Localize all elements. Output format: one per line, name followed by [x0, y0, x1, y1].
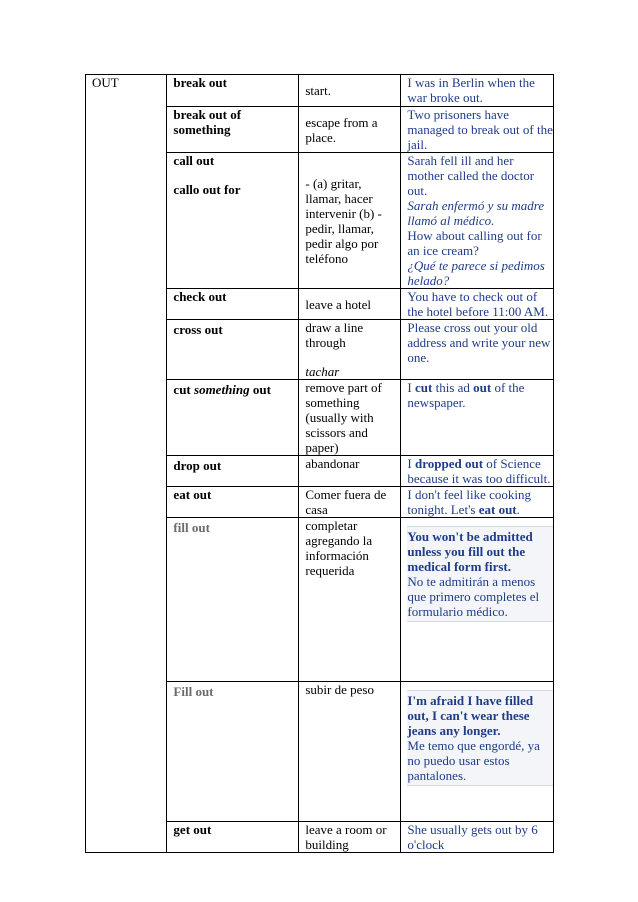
meaning-text: abandonar: [305, 456, 360, 471]
example-cell: [401, 75, 554, 107]
example-cell: [401, 153, 554, 289]
meaning-text: escape from a place.: [305, 114, 378, 145]
verb-cell: [167, 380, 299, 456]
meaning-text: leave a hotel: [305, 296, 372, 312]
meaning-cell: [299, 380, 401, 456]
verb-label: check out: [173, 289, 227, 304]
verb-cell: [167, 487, 299, 518]
verb-label: break out: [173, 75, 227, 90]
verb-label: call out: [173, 153, 215, 168]
example-text: .: [516, 502, 520, 517]
meaning-translation: tachar: [305, 364, 340, 379]
verb-label-italic: something: [194, 382, 250, 397]
example-text: of the newspaper.: [407, 380, 525, 410]
example-box: [407, 690, 553, 786]
example-keyword: eat out: [478, 502, 517, 517]
verb-label: drop out: [173, 458, 222, 473]
verb-cell: [167, 320, 299, 380]
example-text: She usually gets out by 6 o'clock: [407, 822, 538, 852]
example-text: You have to check out of the hotel before 11:00 AM.: [407, 289, 549, 319]
example-text: I'm afraid I have filled out, I can't wear these jeans any longer.: [407, 693, 534, 738]
example-text: I don't feel like cooking tonight. Let's: [407, 487, 532, 517]
table-row: [86, 75, 554, 107]
example-text: this ad: [432, 380, 474, 395]
example-cell: [401, 822, 554, 853]
verb-cell: [167, 107, 299, 153]
verb-cell: [167, 518, 299, 682]
meaning-text: completar agregando la información requerida: [305, 518, 373, 578]
example-keyword: dropped out: [415, 456, 484, 471]
verb-label: out: [249, 382, 271, 397]
example-translation: ¿Qué te parece si pedimos helado?: [407, 258, 545, 288]
verb-label: get out: [173, 822, 212, 837]
verb-label: break out of something: [173, 107, 242, 137]
verb-label: cut: [173, 382, 195, 397]
meaning-cell: [299, 682, 401, 822]
example-cell: [401, 380, 554, 456]
phrasal-verbs-table: [85, 74, 554, 853]
verb-label: cross out: [173, 322, 223, 337]
verb-cell: [167, 456, 299, 487]
meaning-text: draw a line through: [305, 320, 364, 350]
example-text: I was in Berlin when the war broke out.: [407, 75, 535, 105]
example-text: of Science because it was too difficult.: [407, 456, 551, 486]
example-cell: [401, 682, 554, 822]
example-cell: [401, 107, 554, 153]
example-cell: [401, 289, 554, 320]
meaning-cell: [299, 487, 401, 518]
meaning-text: start.: [305, 83, 331, 98]
example-translation: Me temo que engordé, ya no puedo usar estos pantalones.: [407, 738, 540, 783]
example-text: How about calling out for an ice cream?: [407, 228, 542, 258]
meaning-text: subir de peso: [305, 682, 374, 697]
example-keyword: out: [473, 380, 492, 395]
meaning-text: leave a room or building: [305, 822, 387, 852]
meaning-cell: [299, 75, 401, 107]
verb-cell: [167, 289, 299, 320]
example-cell: [401, 456, 554, 487]
verb-cell: [167, 682, 299, 822]
verb-label: Fill out: [173, 684, 214, 699]
meaning-cell: [299, 289, 401, 320]
example-text: I: [407, 456, 415, 471]
meaning-text: - (a) gritar, llamar, hacer intervenir (b) - pedir, llamar, pedir algo por teléfono: [305, 175, 382, 266]
example-translation: No te admitirán a menos que primero completes el formulario médico.: [407, 574, 540, 619]
example-cell: [401, 518, 554, 682]
verb-cell: [167, 153, 299, 289]
meaning-cell: [299, 456, 401, 487]
meaning-cell: [299, 153, 401, 289]
example-cell: [401, 320, 554, 380]
example-box: [407, 526, 553, 622]
example-text: I: [407, 380, 415, 395]
verb-cell: [167, 75, 299, 107]
example-text: Sarah fell ill and her mother called the doctor out.: [407, 153, 535, 198]
example-text: Two prisoners have managed to break out of the jail.: [407, 107, 553, 152]
meaning-cell: [299, 822, 401, 853]
meaning-cell: [299, 107, 401, 153]
meaning-cell: [299, 320, 401, 380]
example-translation: Sarah enfermó y su madre llamó al médico.: [407, 198, 545, 228]
verb-label: fill out: [173, 520, 210, 535]
example-text: Please cross out your old address and write your new one.: [407, 320, 551, 365]
verb-cell: [167, 822, 299, 853]
meaning-text: Comer fuera de casa: [305, 487, 387, 517]
example-keyword: cut: [415, 380, 433, 395]
meaning-cell: [299, 518, 401, 682]
example-cell: [401, 487, 554, 518]
verb-label: eat out: [173, 487, 212, 502]
category-cell: [86, 75, 167, 853]
category-label: OUT: [92, 75, 119, 90]
example-text: You won't be admitted unless you fill out the medical form first.: [407, 529, 533, 574]
verb-label: callo out for: [173, 182, 241, 197]
meaning-text: remove part of something (usually with scissors and paper): [305, 380, 382, 455]
